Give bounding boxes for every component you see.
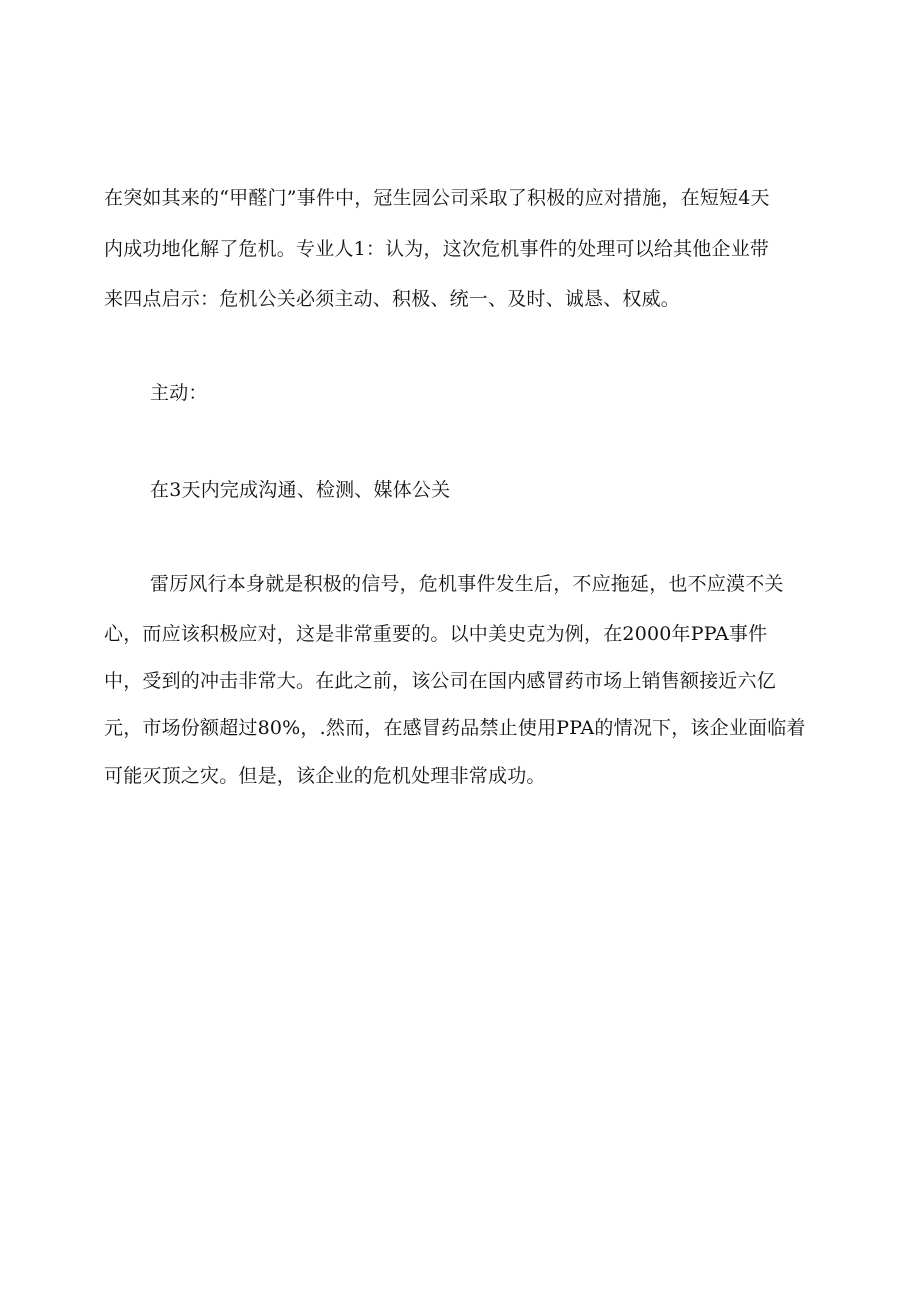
paragraph-1-line-1: 在突如其来的“甲醛门”事件中，冠生园公司采取了积极的应对措施，在短短4天 <box>104 187 770 209</box>
section-subheading-3days: 在3天内完成沟通、检测、媒体公关 <box>150 479 451 501</box>
paragraph-1-line-2: 内成功地化解了危机。专业人1：认为，这次危机事件的处理可以给其他企业带 <box>104 238 770 260</box>
paragraph-1-line-3: 来四点启示：危机公关必须主动、积极、统一、及时、诚恳、权威。 <box>104 288 681 310</box>
paragraph-2-line-2: 心，而应该积极应对，这是非常重要的。以中美史克为例，在2000年PPA事件 <box>104 623 768 645</box>
paragraph-2-line-1: 雷厉风行本身就是积极的信号，危机事件发生后，不应拖延，也不应漠不关 <box>150 573 784 595</box>
section-heading-active: 主动： <box>150 382 208 404</box>
paragraph-2-line-5: 可能灭顶之灾。但是，该企业的危机处理非常成功。 <box>104 765 546 787</box>
paragraph-2-line-4: 元，市场份额超过80%，.然而，在感冒药品禁止使用PPA的情况下，该企业面临着 <box>104 717 806 739</box>
paragraph-2-line-3: 中，受到的冲击非常大。在此之前，该公司在国内感冒药市场上销售额接近六亿 <box>104 670 777 692</box>
